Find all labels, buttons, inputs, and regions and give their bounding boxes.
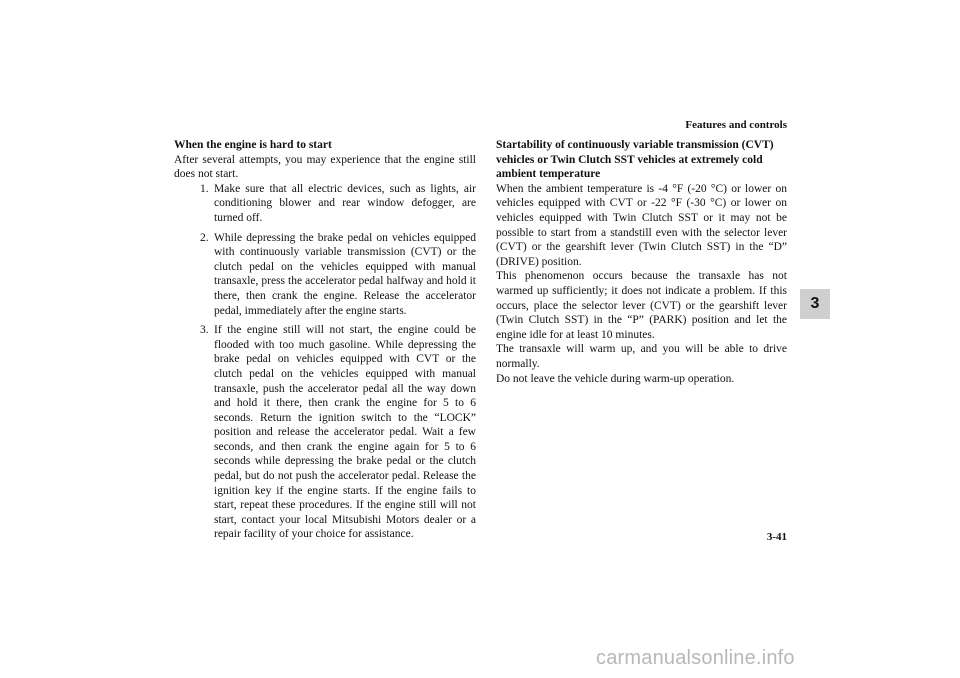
right-column xyxy=(496,138,787,386)
step-number: 2. xyxy=(200,231,209,244)
watermark: carmanualsonline.info xyxy=(596,647,795,669)
right-paragraph: When the ambient temperature is -4 °F (-20 °C) or lower on vehicles equipped with CVT or -22 °F (-30 °C) or lower on vehicles equipped with Twin Clutch SST or it may not be possible to start from a standstill even with the selector lever (CVT) or the gearshift lever (Twin Clutch SST) in the “D” (DRIVE) position. xyxy=(496,182,787,268)
step-item xyxy=(174,323,476,542)
step-text: If the engine still will not start, the engine could be flooded with too much gasoline. While depressing the brake pedal on vehicles equipped with CVT or the clutch pedal on the vehicles equipped with manual transaxle, push the accelerator pedal all the way down and hold it there, then crank the engine for 5 to 6 seconds. Return the ignition switch to the “LOCK” position and release the accelerator pedal. Wait a few seconds, and then crank the engine again for 5 to 6 seconds while depressing the brake pedal or the clutch pedal, but do not push the accelerator pedal. Release the ignition key if the engine starts. If the engine fails to start, repeat these procedures. If the engine still will not start, contact your local Mitsubishi Motors dealer or a repair facility of your choice for assistance. xyxy=(214,324,476,541)
section-title: Features and controls xyxy=(685,119,787,131)
step-item xyxy=(174,231,476,319)
left-intro: After several attempts, you may experience that the engine still does not start. xyxy=(174,153,476,181)
right-paragraph: This phenomenon occurs because the transaxle has not warmed up sufficiently; it does not indicate a problem. If this occurs, place the selector lever (CVT) or the gearshift lever (Twin Clutch SST) in the “P” (PARK) position and let the engine idle for at least 10 minutes. xyxy=(496,270,787,341)
step-item xyxy=(174,182,476,226)
step-text: While depressing the brake pedal on vehicles equipped with continuously variable transmission (CVT) or the clutch pedal on the vehicles equipped with manual transaxle, press the accelerator pedal halfway and hold it there, then crank the engine. Release the accelerator pedal, immediately after the engine starts. xyxy=(214,231,476,317)
page-number: 3-41 xyxy=(766,531,787,543)
left-column xyxy=(174,138,476,547)
right-paragraph: The transaxle will warm up, and you will be able to drive normally. xyxy=(496,343,787,370)
right-paragraph: Do not leave the vehicle during warm-up operation. xyxy=(496,372,735,385)
step-number: 1. xyxy=(200,182,209,195)
left-heading: When the engine is hard to start xyxy=(174,139,332,151)
step-text: Make sure that all electric devices, such as lights, air conditioning blower and rear window defogger, are turned off. xyxy=(214,182,476,224)
chapter-tab: 3 xyxy=(800,289,830,319)
step-number: 3. xyxy=(200,324,209,337)
steps-list xyxy=(174,182,476,542)
right-heading: Startability of continuously variable transmission (CVT) vehicles or Twin Clutch SST vehicles at extremely cold ambient temperature xyxy=(496,139,774,181)
